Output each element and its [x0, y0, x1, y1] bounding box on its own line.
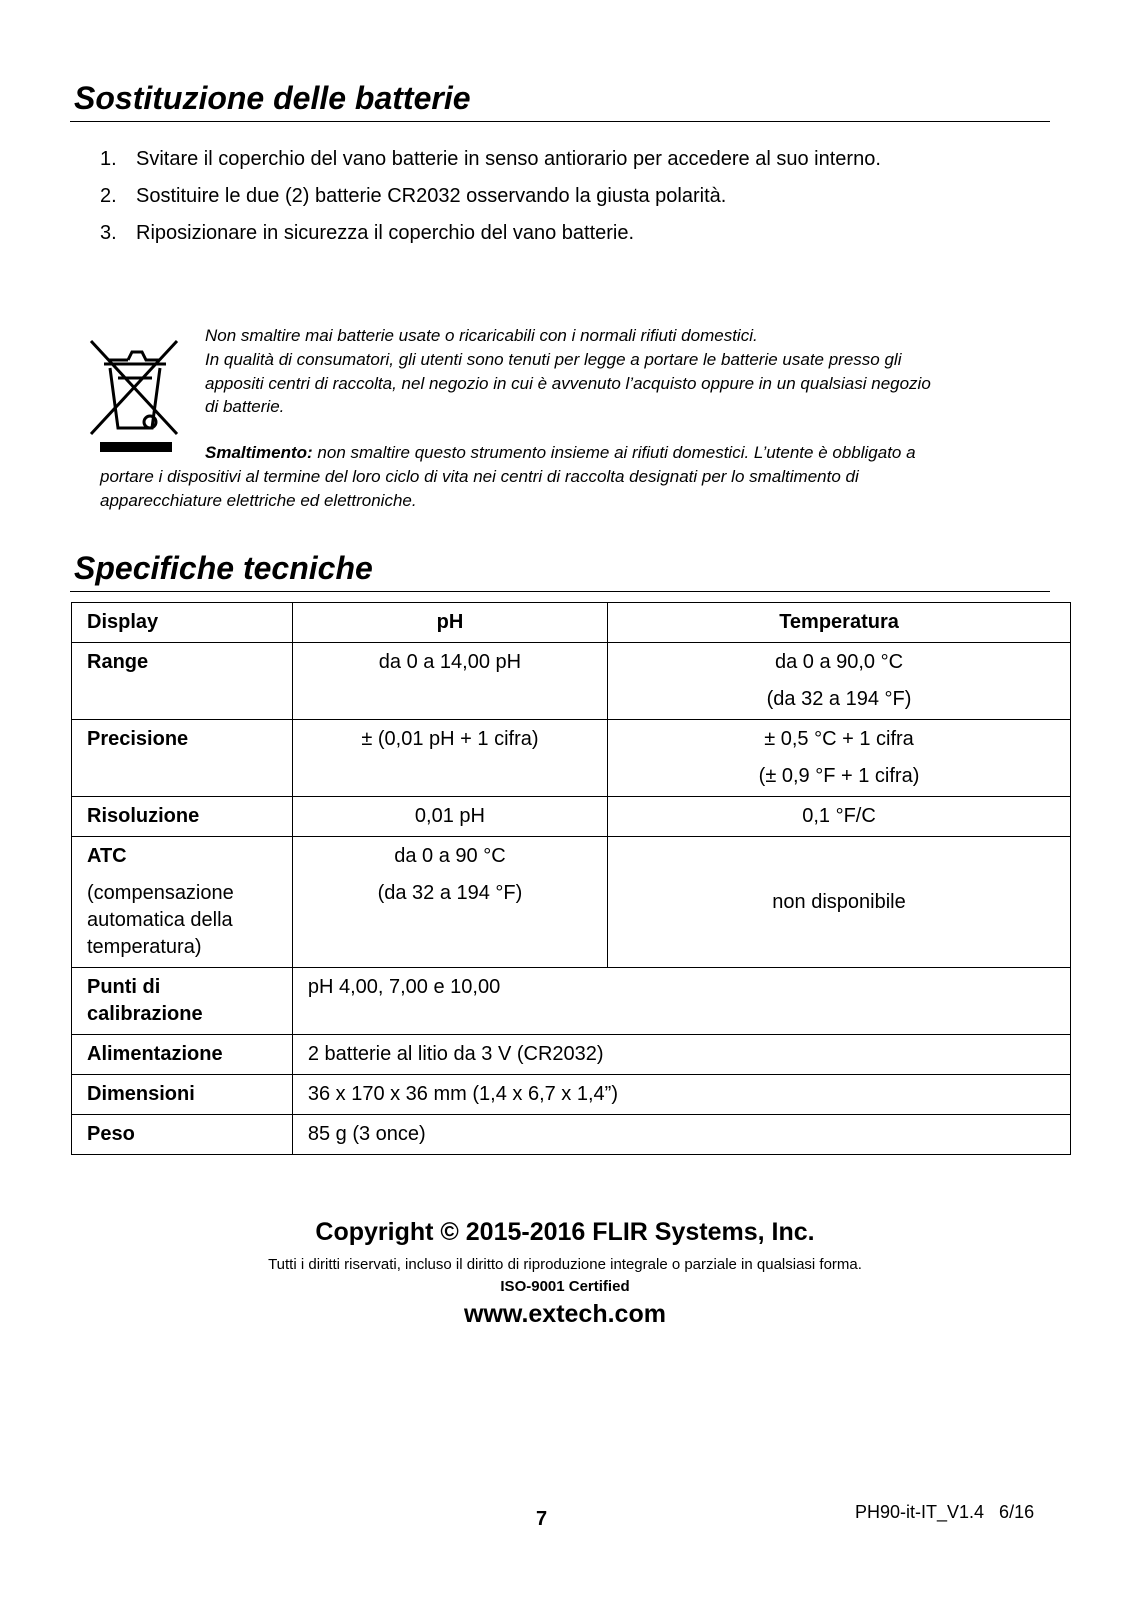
header-cell-display: Display [72, 603, 293, 643]
notice-line: In qualità di consumatori, gli utenti sono tenuti per legge a portare le batterie usate presso gli [205, 349, 902, 369]
table-row [72, 603, 1071, 643]
specifications-table [71, 602, 1071, 1155]
resolution-temp: 0,1 °F/C [608, 797, 1071, 837]
specs-section-title: Specifiche tecniche [74, 550, 373, 586]
row-label-resolution: Risoluzione [72, 797, 293, 837]
header-cell-ph: pH [292, 603, 607, 643]
disposal-text: non smaltire questo strumento insieme ai rifiuti domestici. L’utente è obbligato a [312, 443, 916, 462]
table-row [72, 837, 1071, 968]
iso-certification: ISO-9001 Certified [500, 1278, 630, 1295]
table-row [72, 968, 1071, 1035]
step-text: Riposizionare in sicurezza il coperchio del vano batterie. [136, 222, 635, 244]
list-item [100, 215, 1060, 252]
notice-line: appositi centri di raccolta, nel negozio in cui è avvenuto l’acquisto oppure in un qualsiasi negozio [205, 373, 931, 393]
notice-line: Non smaltire mai batterie usate o ricaricabili con i normali rifiuti domestici. [205, 326, 758, 345]
table-row [72, 797, 1071, 837]
row-label-dimensions: Dimensioni [72, 1075, 293, 1115]
row-label-weight: Peso [72, 1115, 293, 1155]
disposal-line-3: apparecchiature elettriche ed elettroniche. [100, 491, 417, 510]
atc-temp: non disponibile [608, 837, 1071, 968]
precision-ph: ± (0,01 pH + 1 cifra) [292, 720, 607, 797]
step-text: Sostituire le due (2) batterie CR2032 osservando la giusta polarità. [136, 185, 727, 207]
website-link[interactable]: www.extech.com [464, 1300, 666, 1328]
range-temp-c: da 0 a 90,0 °C [774, 651, 904, 673]
atc-ph [292, 837, 607, 968]
row-label-atc [72, 837, 293, 968]
weight-value: 85 g (3 once) [292, 1115, 1070, 1155]
list-item [100, 178, 1060, 215]
crossed-out-wheelie-bin-icon [88, 338, 180, 454]
battery-steps-list [100, 141, 1060, 252]
calibration-value: pH 4,00, 7,00 e 10,00 [292, 968, 1070, 1035]
row-label-range: Range [72, 643, 293, 720]
battery-section-title: Sostituzione delle batterie [74, 80, 471, 116]
precision-temp-f: (± 0,9 °F + 1 cifra) [758, 765, 920, 787]
resolution-ph: 0,01 pH [292, 797, 607, 837]
list-item [100, 141, 1060, 178]
atc-label: ATC [87, 845, 127, 867]
step-text: Svitare il coperchio del vano batterie in senso antiorario per accedere al suo interno. [136, 148, 881, 170]
atc-ph-f: (da 32 a 194 °F) [377, 882, 523, 904]
dimensions-value: 36 x 170 x 36 mm (1,4 x 6,7 x 1,4”) [292, 1075, 1070, 1115]
header-cell-temperature: Temperatura [608, 603, 1071, 643]
step-number: 2. [100, 185, 117, 207]
step-number: 1. [100, 148, 117, 170]
precision-temp [608, 720, 1071, 797]
row-label-calibration: Punti di calibrazione [72, 968, 293, 1035]
row-label-power: Alimentazione [72, 1035, 293, 1075]
page-number: 7 [536, 1508, 548, 1530]
precision-temp-c: ± 0,5 °C + 1 cifra [764, 728, 914, 750]
table-row [72, 1115, 1071, 1155]
row-label-precision: Precisione [72, 720, 293, 797]
table-row [72, 1075, 1071, 1115]
atc-ph-c: da 0 a 90 °C [394, 845, 506, 867]
table-row [72, 1035, 1071, 1075]
atc-sublabel: (compensazione automatica della temperatura) [87, 882, 234, 958]
document-version: PH90-it-IT_V1.4 6/16 [855, 1502, 1035, 1522]
title-underline [70, 591, 1050, 592]
range-temp [608, 643, 1071, 720]
copyright-line: Copyright © 2015-2016 FLIR Systems, Inc. [315, 1218, 815, 1246]
disposal-line-1 [205, 441, 916, 465]
battery-disposal-notice [205, 324, 931, 419]
disposal-label: Smaltimento: [205, 443, 313, 462]
table-row [72, 643, 1071, 720]
table-row [72, 720, 1071, 797]
step-number: 3. [100, 222, 117, 244]
power-value: 2 batterie al litio da 3 V (CR2032) [292, 1035, 1070, 1075]
notice-line: di batterie. [205, 397, 285, 417]
rights-line: Tutti i diritti riservati, incluso il diritto di riproduzione integrale o parziale in qualsiasi forma. [268, 1256, 862, 1273]
title-underline [70, 121, 1050, 122]
disposal-line-2: portare i dispositivi al termine del loro ciclo di vita nei centri di raccolta designati per lo smaltimento di [100, 467, 859, 486]
range-ph: da 0 a 14,00 pH [292, 643, 607, 720]
range-temp-f: (da 32 a 194 °F) [766, 688, 912, 710]
